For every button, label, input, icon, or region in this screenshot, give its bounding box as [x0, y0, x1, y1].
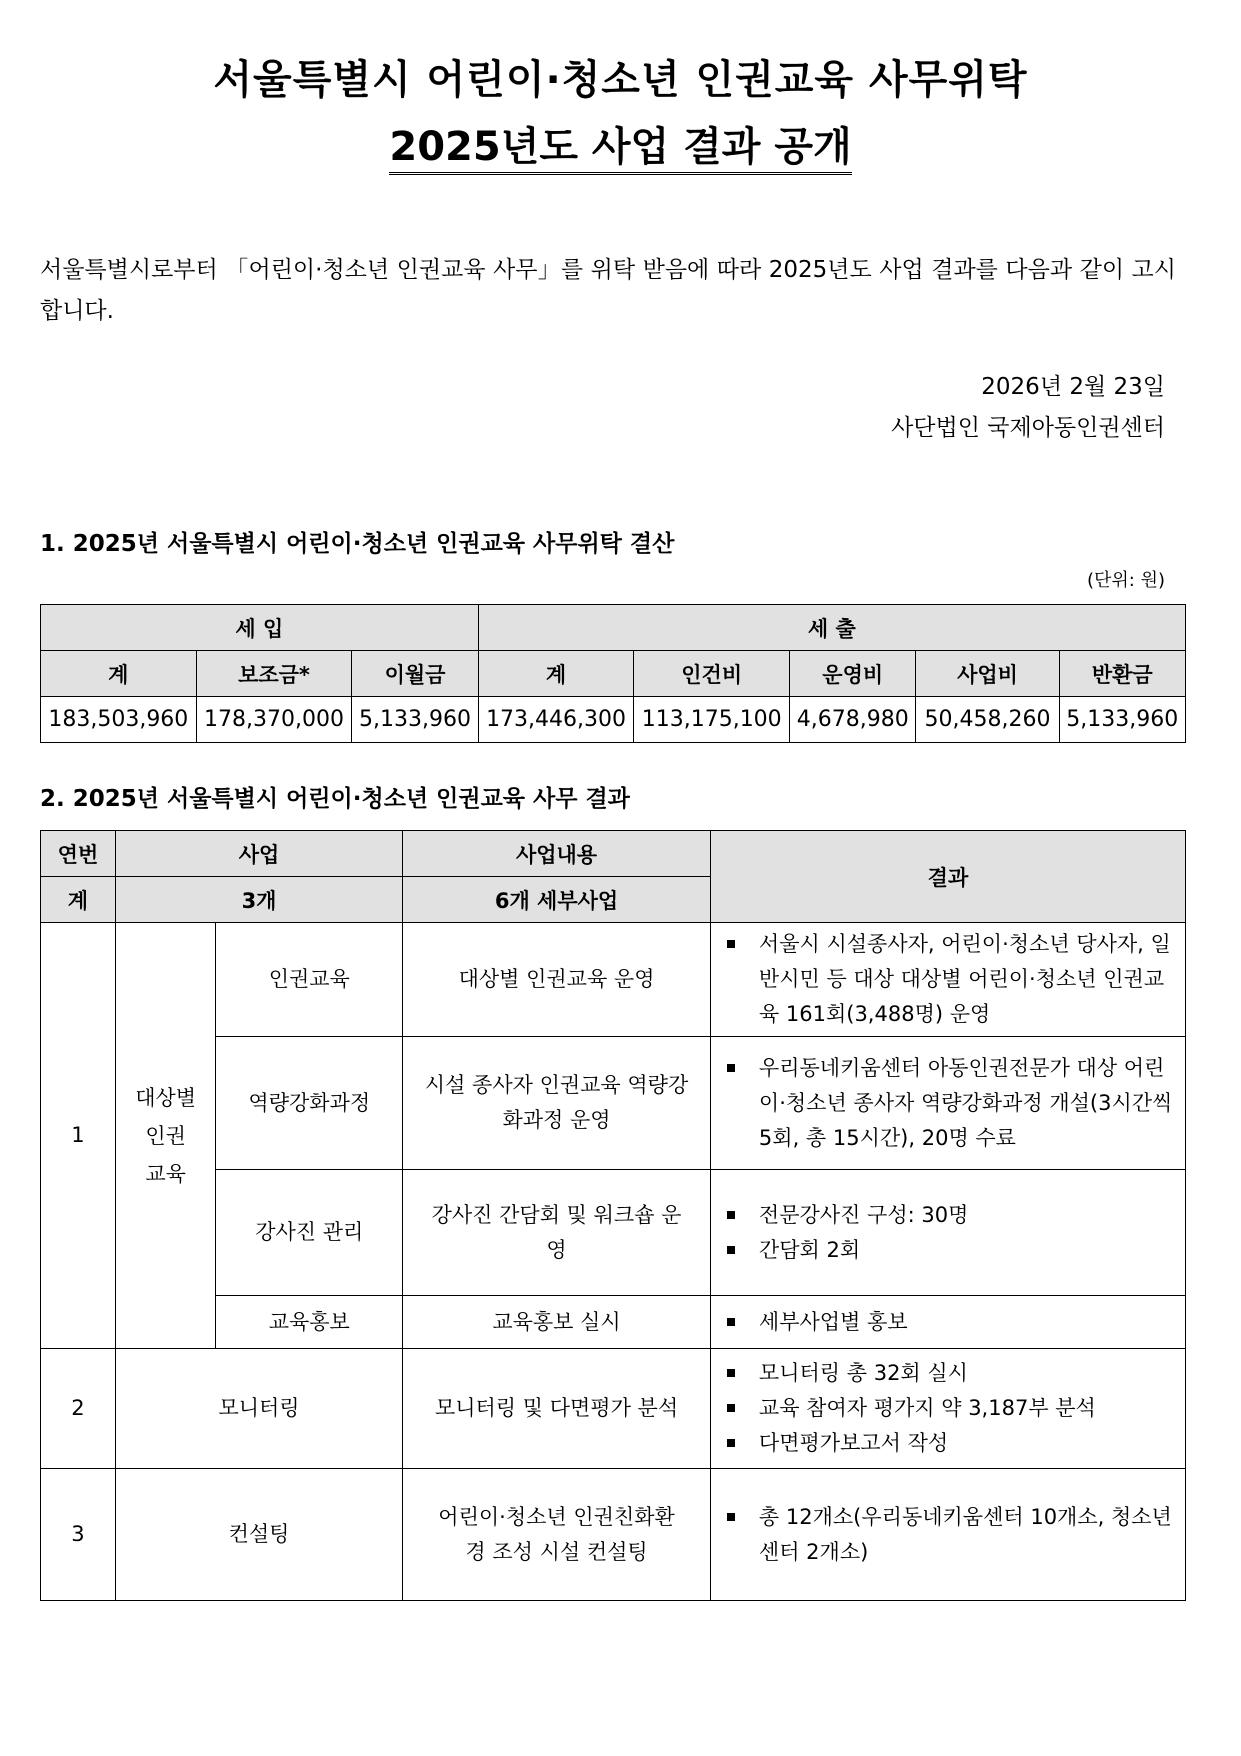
result-item: 서울시 시설종사자, 어린이·청소년 당사자, 일반시민 등 대상 대상별 어린이·청소년 인권교육 161회(3,488명) 운영 [723, 927, 1177, 1032]
notice-date: 2026년 2월 23일 [981, 374, 1165, 400]
budget-col-header: 사업비 [916, 651, 1059, 697]
project-content: 대상별 인권교육 운영 [403, 923, 711, 1037]
result-item: 간담회 2회 [723, 1233, 1177, 1268]
result-table [40, 830, 1186, 1601]
budget-values-row [41, 697, 1186, 743]
project-content: 모니터링 및 다면평가 분석 [403, 1349, 711, 1469]
revenue-group-header: 세 입 [41, 605, 479, 651]
row-number: 1 [41, 923, 116, 1349]
budget-value: 183,503,960 [41, 697, 197, 743]
budget-value: 5,133,960 [352, 697, 478, 743]
page-subtitle [0, 115, 1241, 172]
budget-value: 4,678,980 [790, 697, 916, 743]
result-item: 교육 참여자 평가지 약 3,187부 분석 [723, 1391, 1177, 1426]
project-content: 교육홍보 실시 [403, 1296, 711, 1349]
row-number: 2 [41, 1349, 116, 1469]
budget-col-header: 계 [41, 651, 197, 697]
budget-value: 173,446,300 [478, 697, 634, 743]
result-cell [710, 1469, 1185, 1601]
sub-project: 역량강화과정 [216, 1037, 403, 1170]
row-number: 3 [41, 1469, 116, 1601]
result-item: 모니터링 총 32회 실시 [723, 1356, 1177, 1391]
budget-col-header: 이월금 [352, 651, 478, 697]
category-line: 대상별 [135, 1085, 197, 1110]
project-content: 어린이·청소년 인권친화환경 조성 시설 컨설팅 [403, 1469, 711, 1601]
category-line: 인권 [145, 1123, 186, 1148]
subtitle-text: 2025년도 사업 결과 공개 [389, 124, 851, 175]
budget-table [40, 604, 1186, 743]
result-item: 세부사업별 홍보 [723, 1305, 1177, 1340]
budget-col-header: 반환금 [1059, 651, 1185, 697]
budget-col-header: 계 [478, 651, 634, 697]
project-content: 강사진 간담회 및 워크숍 운영 [403, 1170, 711, 1296]
project-name: 모니터링 [115, 1349, 402, 1469]
result-cell [710, 1296, 1185, 1349]
header-result: 결과 [710, 831, 1185, 923]
organization-name: 사단법인 국제아동인권센터 [891, 415, 1165, 441]
total-label: 계 [41, 877, 116, 923]
result-cell [710, 1170, 1185, 1296]
project-content: 시설 종사자 인권교육 역량강화과정 운영 [403, 1037, 711, 1170]
section1-heading: 1. 2025년 서울특별시 어린이·청소년 인권교육 사무위탁 결산 [40, 531, 675, 557]
result-cell [710, 923, 1185, 1037]
result-item: 전문강사진 구성: 30명 [723, 1198, 1177, 1233]
budget-value: 113,175,100 [634, 697, 790, 743]
result-item: 총 12개소(우리동네키움센터 10개소, 청소년센터 2개소) [723, 1500, 1177, 1570]
result-item: 다면평가보고서 작성 [723, 1426, 1177, 1461]
budget-value: 178,370,000 [196, 697, 352, 743]
budget-col-header: 보조금* [196, 651, 352, 697]
category-line: 교육 [145, 1161, 186, 1186]
total-content: 6개 세부사업 [403, 877, 711, 923]
sub-project: 강사진 관리 [216, 1170, 403, 1296]
section2-heading: 2. 2025년 서울특별시 어린이·청소년 인권교육 사무 결과 [40, 786, 630, 812]
budget-col-header: 인건비 [634, 651, 790, 697]
sub-project: 인권교육 [216, 923, 403, 1037]
total-project: 3개 [115, 877, 402, 923]
table-row [41, 1349, 1186, 1469]
budget-value: 50,458,260 [916, 697, 1059, 743]
project-name: 컨설팅 [115, 1469, 402, 1601]
intro-paragraph: 서울특별시로부터 「어린이·청소년 인권교육 사무」를 위탁 받음에 따라 2025년도 사업 결과를 다음과 같이 고시합니다. [40, 257, 1176, 324]
budget-col-header: 운영비 [790, 651, 916, 697]
table-row [41, 923, 1186, 1037]
unit-label: (단위: 원) [1087, 570, 1165, 591]
header-content: 사업내용 [403, 831, 711, 877]
result-item: 우리동네키움센터 아동인권전문가 대상 어린이·청소년 종사자 역량강화과정 개설(3시간씩 5회, 총 15시간), 20명 수료 [723, 1051, 1177, 1156]
category-cell [115, 923, 216, 1349]
expense-group-header: 세 출 [478, 605, 1185, 651]
budget-value: 5,133,960 [1059, 697, 1185, 743]
result-cell [710, 1349, 1185, 1469]
page-title: 서울특별시 어린이·청소년 인권교육 사무위탁 [213, 57, 1028, 103]
result-cell [710, 1037, 1185, 1170]
sub-project: 교육홍보 [216, 1296, 403, 1349]
table-row [41, 1469, 1186, 1601]
header-no: 연번 [41, 831, 116, 877]
header-project: 사업 [115, 831, 402, 877]
